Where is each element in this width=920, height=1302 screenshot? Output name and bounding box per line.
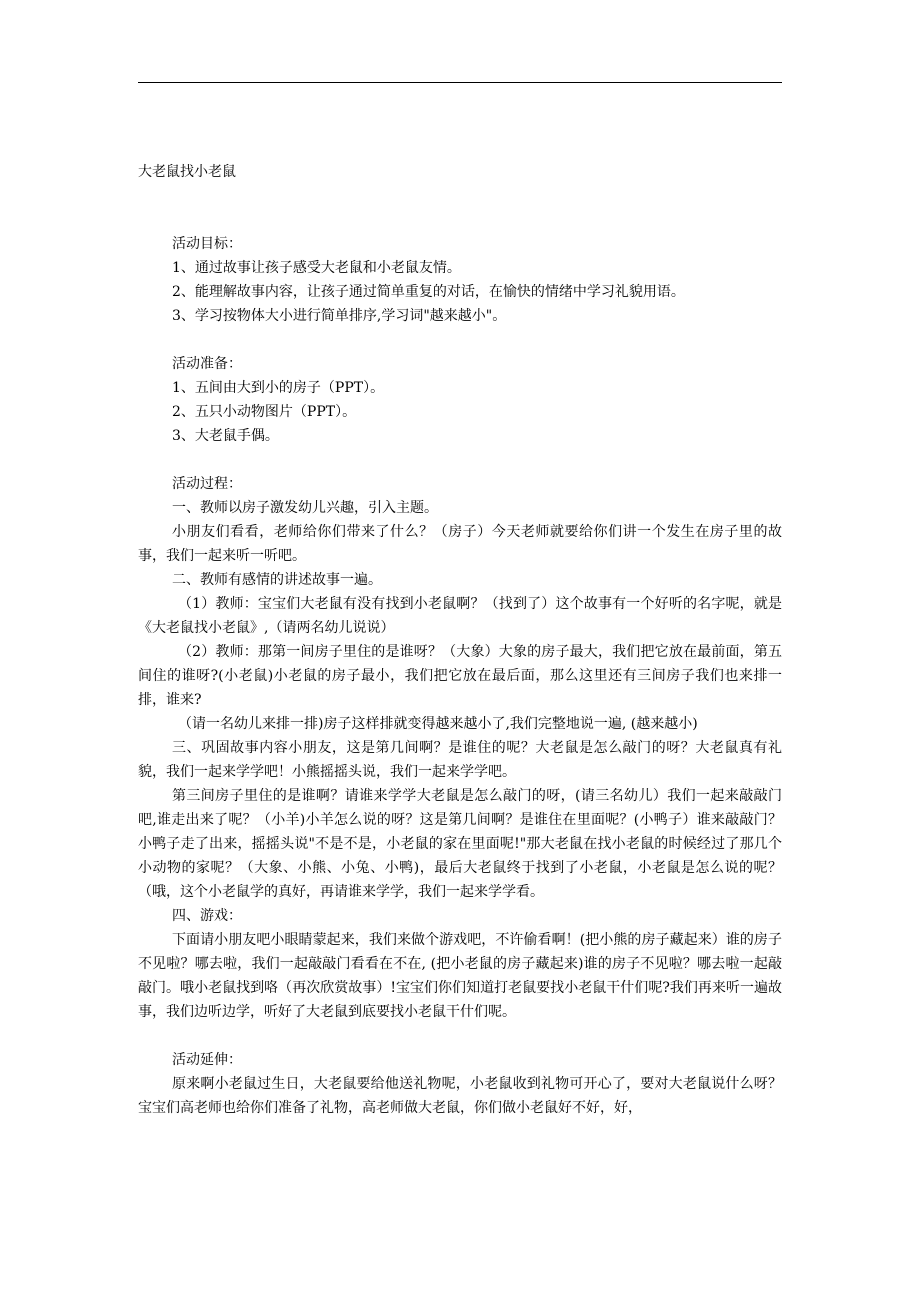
paragraph: （2）教师：那第一间房子里住的是谁呀？（大象）大象的房子最大，我们把它放在最前面，第五间住的谁呀?(小老鼠)小老鼠的房子最小，我们把它放在最后面，那么这里还有三间房子我们也来排一排，谁来? [138,644,782,708]
list-item: 3、大老鼠手偶。 [172,428,279,444]
step-heading: 四、游戏： [172,908,242,924]
section-heading: 活动准备： [172,356,242,372]
section-goals [138,232,782,328]
section-process [138,472,782,1024]
header-rule [138,82,782,83]
document-body [138,232,782,1120]
step-heading: 一、教师以房子激发幼儿兴趣，引入主题。 [172,500,438,516]
document-title: 大老鼠找小老鼠 [138,164,236,180]
paragraph: 原来啊小老鼠过生日，大老鼠要给他送礼物呢，小老鼠收到礼物可开心了，要对大老鼠说什么呀？宝宝们高老师也给你们准备了礼物，高老师做大老鼠，你们做小老鼠好不好，好， [138,1076,782,1116]
section-extension [138,1048,782,1120]
list-item: 2、五只小动物图片（PPT）。 [172,404,357,420]
list-item: 1、通过故事让孩子感受大老鼠和小老鼠友情。 [172,260,461,276]
section-preparation [138,352,782,448]
list-item: 1、五间由大到小的房子（PPT）。 [172,380,385,396]
section-heading: 活动延伸： [172,1052,242,1068]
list-item: 2、能理解故事内容，让孩子通过简单重复的对话，在愉快的情绪中学习礼貌用语。 [172,284,685,300]
paragraph: 第三间房子里住的是谁啊？请谁来学学大老鼠是怎么敲门的呀，(请三名幼儿）我们一起来敲敲门吧,谁走出来了呢？（小羊)小羊怎么说的呀？这是第几间啊？是谁住在里面呢？(小鸭子）谁来敲敲门？小鸭子走了出来，摇摇头说"不是不是，小老鼠的家在里面呢!"那大老鼠在找小老鼠的时候经过了那几个小动物的家呢？（大象、小熊、小兔、小鸭)，最后大老鼠终于找到了小老鼠，小老鼠是怎么说的呢？（哦，这个小老鼠学的真好，再请谁来学学，我们一起来学学看。 [138,788,782,900]
list-item: 3、学习按物体大小进行简单排序,学习词"越来越小"。 [172,308,507,324]
paragraph: （请一名幼儿来排一排)房子这样排就变得越来越小了,我们完整地说一遍, (越来越小) [178,716,698,732]
section-heading: 活动过程： [172,476,242,492]
paragraph: 小朋友们看看，老师给你们带来了什么？（房子）今天老师就要给你们讲一个发生在房子里的故事，我们一起来听一听吧。 [138,524,782,564]
step-heading: 二、教师有感情的讲述故事一遍。 [172,572,382,588]
step-heading: 三、巩固故事内容小朋友，这是第几间啊？是谁住的呢？大老鼠是怎么敲门的呀？大老鼠真有礼貌，我们一起来学学吧！小熊摇摇头说，我们一起来学学吧。 [138,740,782,780]
section-heading: 活动目标： [172,236,242,252]
paragraph: 下面请小朋友吧小眼睛蒙起来，我们来做个游戏吧，不许偷看啊！(把小熊的房子藏起来）谁的房子不见啦？哪去啦，我们一起敲敲门看看在不在, (把小老鼠的房子藏起来)谁的房子不见啦？哪去啦一起敲敲门。哦小老鼠找到咯（再次欣赏故事）!宝宝们你们知道打老鼠要找小老鼠干什们呢?我们再来听一遍故事，我们边听边学，听好了大老鼠到底要找小老鼠干什们呢。 [138,932,782,1020]
paragraph: （1）教师：宝宝们大老鼠有没有找到小老鼠啊？（找到了）这个故事有一个好听的名字呢，就是《大老鼠找小老鼠》,（请两名幼儿说说） [138,596,782,636]
